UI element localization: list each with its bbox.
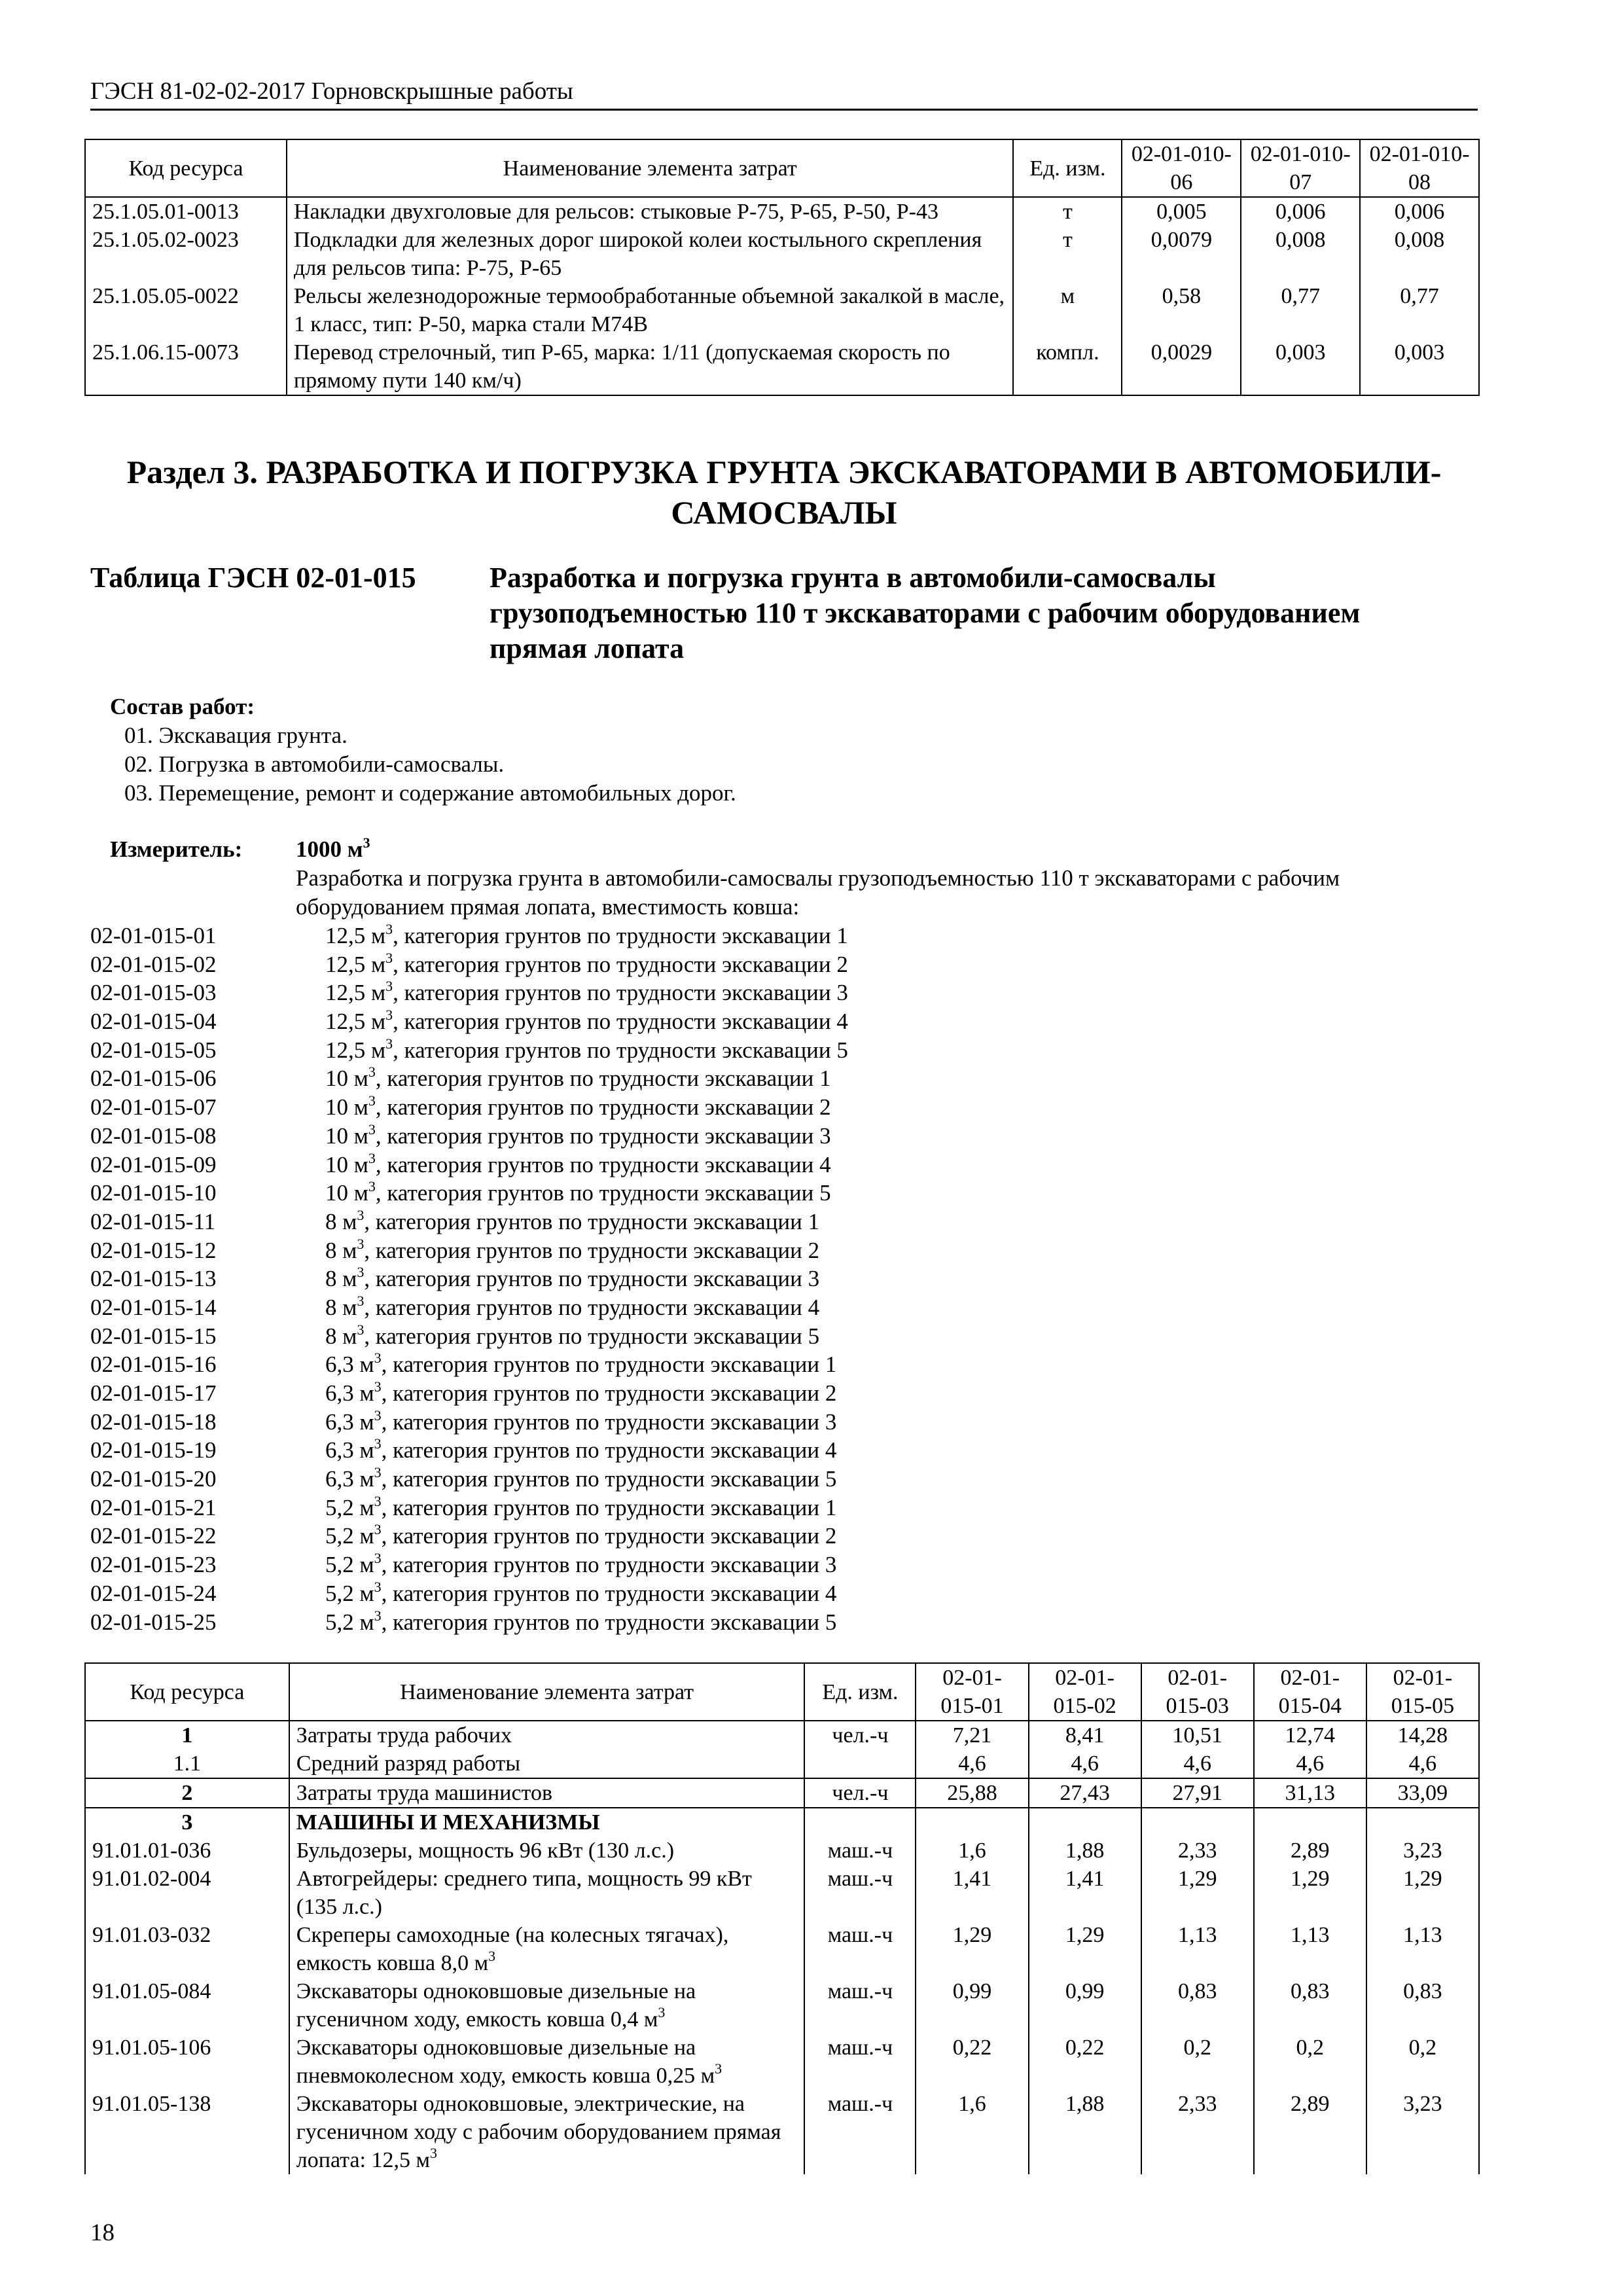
norm-code: 02-01-015-25 [90,1609,217,1635]
work-composition-heading: Состав работ: [110,694,255,719]
norm-code: 02-01-015-15 [90,1323,217,1349]
norm-value: 8,41 [1029,1721,1141,1749]
header-norm-015-05: 02-01-015-05 [1366,1663,1479,1721]
table-row [85,2034,1479,2090]
norm-description: 6,3 $м^3$, категория грунтов по трудности экскавации 3 [325,1407,837,1435]
norm-value: 2,33 [1141,1837,1254,1865]
unit: маш.-ч [804,2090,916,2174]
running-head: ГЭСН 81-02-02-2017 Горновскрышные работы [90,77,1478,111]
norm-description: 10 $м^3$, категория грунтов по трудности экскавации 4 [325,1149,831,1177]
norm-description: 5,2 $м^3$, категория грунтов по трудности экскавации 3 [325,1550,837,1578]
norm-description: 6,3 $м^3$, категория грунтов по трудности экскавации 2 [325,1378,837,1406]
header-resource-code: Код ресурса [85,1663,289,1721]
header-unit: Ед. изм. [1013,139,1122,197]
norm-variant [90,1179,848,1208]
norm-code: 02-01-015-23 [90,1552,217,1578]
unit: маш.-ч [804,1837,916,1865]
resource-table-continued [84,139,1480,396]
resource-table-main [84,1662,1480,2174]
norm-variant [90,1093,848,1122]
unit: чел.-ч [804,1721,916,1749]
norm-value: 3,23 [1366,2090,1479,2174]
norm-description: 6,3 $м^3$, категория грунтов по трудности экскавации 1 [325,1350,837,1378]
table-row: 25.1.05.05-0022 Рельсы железнодорожные термообработанные объемной закалкой в масле, 1 класс, тип: Р-50, марка стали М74В м 0,58 0,77 0,77 [85,282,1479,338]
norm-value: 1,13 [1254,1921,1366,1977]
unit [804,1808,916,1837]
norm-value [916,1808,1028,1837]
unit: маш.-ч [804,1865,916,1921]
norm-description: 12,5 $м^3$, категория грунтов по трудности экскавации 3 [325,978,848,1006]
norm-variant [90,1151,848,1179]
norm-value: 4,6 [1029,1749,1141,1778]
norm-value: 1,13 [1366,1921,1479,1977]
norm-variant [90,1379,848,1408]
norm-code: 02-01-015-09 [90,1151,217,1177]
table-row [85,1837,1479,1865]
unit: маш.-ч [804,1977,916,2034]
norm-description: 8 $м^3$, категория грунтов по трудности экскавации 4 [325,1292,820,1320]
resource-code: 91.01.03-032 [85,1921,289,1977]
norm-value: 1,29 [1254,1865,1366,1921]
norm-code: 02-01-015-10 [90,1180,217,1206]
meter-label: Измеритель: [110,836,243,862]
norm-value: 3,23 [1366,1837,1479,1865]
table-row [85,1865,1479,1921]
norm-variant [90,978,848,1007]
norm-variant [90,1608,848,1637]
norm-code: 02-01-015-13 [90,1266,217,1292]
norm-value: 0,83 [1366,1977,1479,2034]
norm-code: 02-01-015-14 [90,1294,217,1320]
norm-description: 5,2 $м^3$, категория грунтов по трудности экскавации 2 [325,1521,837,1549]
section-title: Раздел 3. РАЗРАБОТКА И ПОГРУЗКА ГРУНТА ЭКСКАВАТОРАМИ В АВТОМОБИЛИ-САМОСВАЛЫ [126,454,1442,531]
cost-element-name: Экскаваторы одноковшовые, электрические, на гусеничном ходу с рабочим оборудованием прямая лопата: 12,5 $м^3$ [289,2090,805,2174]
work-composition-list [124,721,736,808]
norm-description: 5,2 $м^3$, категория грунтов по трудности экскавации 1 [325,1492,837,1520]
unit: чел.-ч [804,1778,916,1808]
meter-value: 1000 $м^3$ [296,834,370,862]
table-row: 25.1.05.02-0023 Подкладки для железных дорог широкой колеи костыльного скрепления для рельсов типа: Р-75, Р-65 т 0,0079 0,008 0,008 [85,226,1479,282]
cost-element-name: Автогрейдеры: среднего типа, мощность 99 кВт (135 л.с.) [289,1865,805,1921]
norm-code: 02-01-015-08 [90,1122,217,1149]
norm-variant [90,1265,848,1293]
norm-variant [90,1122,848,1151]
norm-value: 1,88 [1029,1837,1141,1865]
norm-value: 10,51 [1141,1721,1254,1749]
norm-value: 0,99 [1029,1977,1141,2034]
header-norm-015-04: 02-01-015-04 [1254,1663,1366,1721]
header-norm-010-08: 02-01-010-08 [1360,139,1479,197]
norm-description: 12,5 $м^3$, категория грунтов по трудности экскавации 5 [325,1035,848,1063]
norm-description: 12,5 $м^3$, категория грунтов по трудности экскавации 2 [325,949,848,977]
resource-code: 91.01.05-138 [85,2090,289,2174]
resource-code: 3 [85,1808,289,1837]
table-row [85,1721,1479,1749]
table-row [85,1977,1479,2034]
page-number: 18 [90,2219,115,2246]
norm-value [1366,1808,1479,1837]
norm-variant [90,1436,848,1465]
norm-value [1141,1808,1254,1837]
norm-description: 6,3 $м^3$, категория грунтов по трудности экскавации 4 [325,1435,837,1463]
norm-variant [90,1208,848,1236]
norm-value: 4,6 [916,1749,1028,1778]
norm-value: 1,6 [916,2090,1028,2174]
table-label: Таблица ГЭСН 02-01-015 [90,562,416,594]
norm-variant [90,1322,848,1351]
norm-description: 8 $м^3$, категория грунтов по трудности экскавации 3 [325,1264,820,1292]
norm-variant [90,1064,848,1093]
table-header-row [85,139,1479,197]
norm-description: 10 $м^3$, категория грунтов по трудности экскавации 3 [325,1121,831,1149]
norm-code: 02-01-015-05 [90,1037,217,1063]
norm-value: 4,6 [1254,1749,1366,1778]
unit: маш.-ч [804,2034,916,2090]
header-norm-015-01: 02-01-015-01 [916,1663,1028,1721]
norm-description: 10 $м^3$, категория грунтов по трудности экскавации 2 [325,1092,831,1121]
table-title: Разработка и погрузка грунта в автомобили-самосвалы грузоподъемностью 110 т экскаваторами с рабочим оборудованием прямая лопата [490,562,1361,664]
norm-value: 27,91 [1141,1778,1254,1808]
norm-value: 12,74 [1254,1721,1366,1749]
norm-value: 1,29 [1029,1921,1141,1977]
header-resource-code: Код ресурса [85,139,287,197]
norm-value: 0,83 [1141,1977,1254,2034]
header-cost-element: Наименование элемента затрат [287,139,1014,197]
unit: маш.-ч [804,1921,916,1977]
work-item: 03. Перемещение, ремонт и содержание автомобильных дорог. [124,780,736,806]
norm-code: 02-01-015-04 [90,1009,217,1035]
norm-value: 25,88 [916,1778,1028,1808]
norm-variant [90,1007,848,1036]
norm-value: 2,89 [1254,1837,1366,1865]
header-norm-015-03: 02-01-015-03 [1141,1663,1254,1721]
norm-code: 02-01-015-07 [90,1094,217,1121]
meter-description: Разработка и погрузка грунта в автомобили-самосвалы грузоподъемностью 110 т экскаваторами с рабочим оборудованием прямая лопата, вместимость ковша: [296,865,1340,920]
work-item: 02. Погрузка в автомобили-самосвалы. [124,751,505,777]
norm-value: 0,2 [1366,2034,1479,2090]
cost-element-name: Экскаваторы одноковшовые дизельные на пневмоколесном ходу, емкость ковша 0,25 $м^3$ [289,2034,805,2090]
norm-variants-list [90,922,848,1636]
cost-element-name: Экскаваторы одноковшовые дизельные на гусеничном ходу, емкость ковша 0,4 $м^3$ [289,1977,805,2034]
norm-description: 6,3 $м^3$, категория грунтов по трудности экскавации 5 [325,1464,837,1492]
norm-value: 27,43 [1029,1778,1141,1808]
norm-code: 02-01-015-17 [90,1380,217,1406]
norm-code: 02-01-015-03 [90,980,217,1006]
norm-value: 1,13 [1141,1921,1254,1977]
table-row [85,1921,1479,1977]
header-cost-element: Наименование элемента затрат [289,1663,805,1721]
resource-code: 1.1 [85,1749,289,1778]
cost-element-name: Затраты труда машинистов [289,1778,805,1808]
norm-value: 2,89 [1254,2090,1366,2174]
norm-code: 02-01-015-02 [90,951,217,977]
norm-value: 1,29 [1141,1865,1254,1921]
resource-code: 91.01.05-106 [85,2034,289,2090]
norm-value [1029,1808,1141,1837]
table-row [85,1808,1479,1837]
norm-variant [90,1236,848,1265]
norm-description: 5,2 $м^3$, категория грунтов по трудности экскавации 5 [325,1607,837,1635]
cost-element-name: МАШИНЫ И МЕХАНИЗМЫ [289,1808,805,1837]
cost-element-name: Бульдозеры, мощность 96 кВт (130 л.с.) [289,1837,805,1865]
norm-value: 1,41 [916,1865,1028,1921]
norm-value: 2,33 [1141,2090,1254,2174]
norm-code: 02-01-015-11 [90,1208,216,1234]
norm-value: 33,09 [1366,1778,1479,1808]
norm-code: 02-01-015-22 [90,1523,217,1549]
norm-variant [90,922,848,950]
resource-code: 91.01.01-036 [85,1837,289,1865]
norm-value: 0,22 [1029,2034,1141,2090]
norm-code: 02-01-015-21 [90,1494,217,1520]
table-row [85,1778,1479,1808]
norm-description: 12,5 $м^3$, категория грунтов по трудности экскавации 4 [325,1007,848,1035]
table-header-row [85,1663,1479,1721]
norm-description: 8 $м^3$, категория грунтов по трудности экскавации 5 [325,1321,820,1349]
work-item: 01. Экскавация грунта. [124,723,348,748]
norm-variant [90,1293,848,1322]
norm-description: 8 $м^3$, категория грунтов по трудности экскавации 2 [325,1235,820,1263]
norm-value: 0,83 [1254,1977,1366,2034]
norm-description: 12,5 $м^3$, категория грунтов по трудности экскавации 1 [325,921,848,948]
header-unit: Ед. изм. [804,1663,916,1721]
norm-value: 7,21 [916,1721,1028,1749]
cost-element-name: Скреперы самоходные (на колесных тягачах), емкость ковша 8,0 $м^3$ [289,1921,805,1977]
norm-variant [90,1408,848,1437]
table-row [85,2090,1479,2174]
norm-value: 14,28 [1366,1721,1479,1749]
norm-value: 1,41 [1029,1865,1141,1921]
norm-value: 1,88 [1029,2090,1141,2174]
header-norm-010-06: 02-01-010-06 [1122,139,1241,197]
norm-description: 8 $м^3$, категория грунтов по трудности экскавации 1 [325,1206,820,1234]
resource-code: 1 [85,1721,289,1749]
norm-code: 02-01-015-18 [90,1408,217,1435]
norm-value: 4,6 [1366,1749,1479,1778]
cost-element-name: Затраты труда рабочих [289,1721,805,1749]
norm-code: 02-01-015-19 [90,1437,217,1463]
norm-code: 02-01-015-06 [90,1066,217,1092]
norm-value: 0,22 [916,2034,1028,2090]
norm-value: 0,2 [1141,2034,1254,2090]
norm-variant [90,1522,848,1551]
header-norm-010-07: 02-01-010-07 [1241,139,1360,197]
norm-description: 5,2 $м^3$, категория грунтов по трудности экскавации 4 [325,1578,837,1606]
norm-value: 1,29 [1366,1865,1479,1921]
norm-value: 1,29 [916,1921,1028,1977]
norm-variant [90,1551,848,1579]
norm-description: 10 $м^3$, категория грунтов по трудности экскавации 1 [325,1064,831,1092]
norm-description: 10 $м^3$, категория грунтов по трудности экскавации 5 [325,1178,831,1206]
table-row: 25.1.05.01-0013 Накладки двухголовые для рельсов: стыковые Р-75, Р-65, Р-50, Р-43 т 0,005 0,006 0,006 [85,197,1479,226]
norm-variant [90,1350,848,1379]
norm-value: 0,99 [916,1977,1028,2034]
resource-code: 91.01.05-084 [85,1977,289,2034]
table-row [85,1749,1479,1778]
norm-value [1254,1808,1366,1837]
norm-variant [90,1036,848,1065]
norm-value: 31,13 [1254,1778,1366,1808]
unit [804,1749,916,1778]
norm-variant [90,1494,848,1522]
norm-code: 02-01-015-20 [90,1466,217,1492]
resource-code: 2 [85,1778,289,1808]
norm-value: 1,6 [916,1837,1028,1865]
norm-value: 0,2 [1254,2034,1366,2090]
norm-code: 02-01-015-16 [90,1352,217,1378]
header-norm-015-02: 02-01-015-02 [1029,1663,1141,1721]
cost-element-name: Средний разряд работы [289,1749,805,1778]
norm-code: 02-01-015-01 [90,923,217,948]
norm-code: 02-01-015-24 [90,1580,217,1606]
table-row: 25.1.06.15-0073 Перевод стрелочный, тип Р-65, марка: 1/11 (допускаемая скорость по прямому пути 140 км/ч) компл. 0,0029 0,003 0,003 [85,338,1479,395]
resource-code: 91.01.02-004 [85,1865,289,1921]
norm-value: 4,6 [1141,1749,1254,1778]
norm-code: 02-01-015-12 [90,1237,217,1263]
norm-variant [90,1465,848,1494]
norm-variant [90,950,848,979]
norm-variant [90,1579,848,1608]
